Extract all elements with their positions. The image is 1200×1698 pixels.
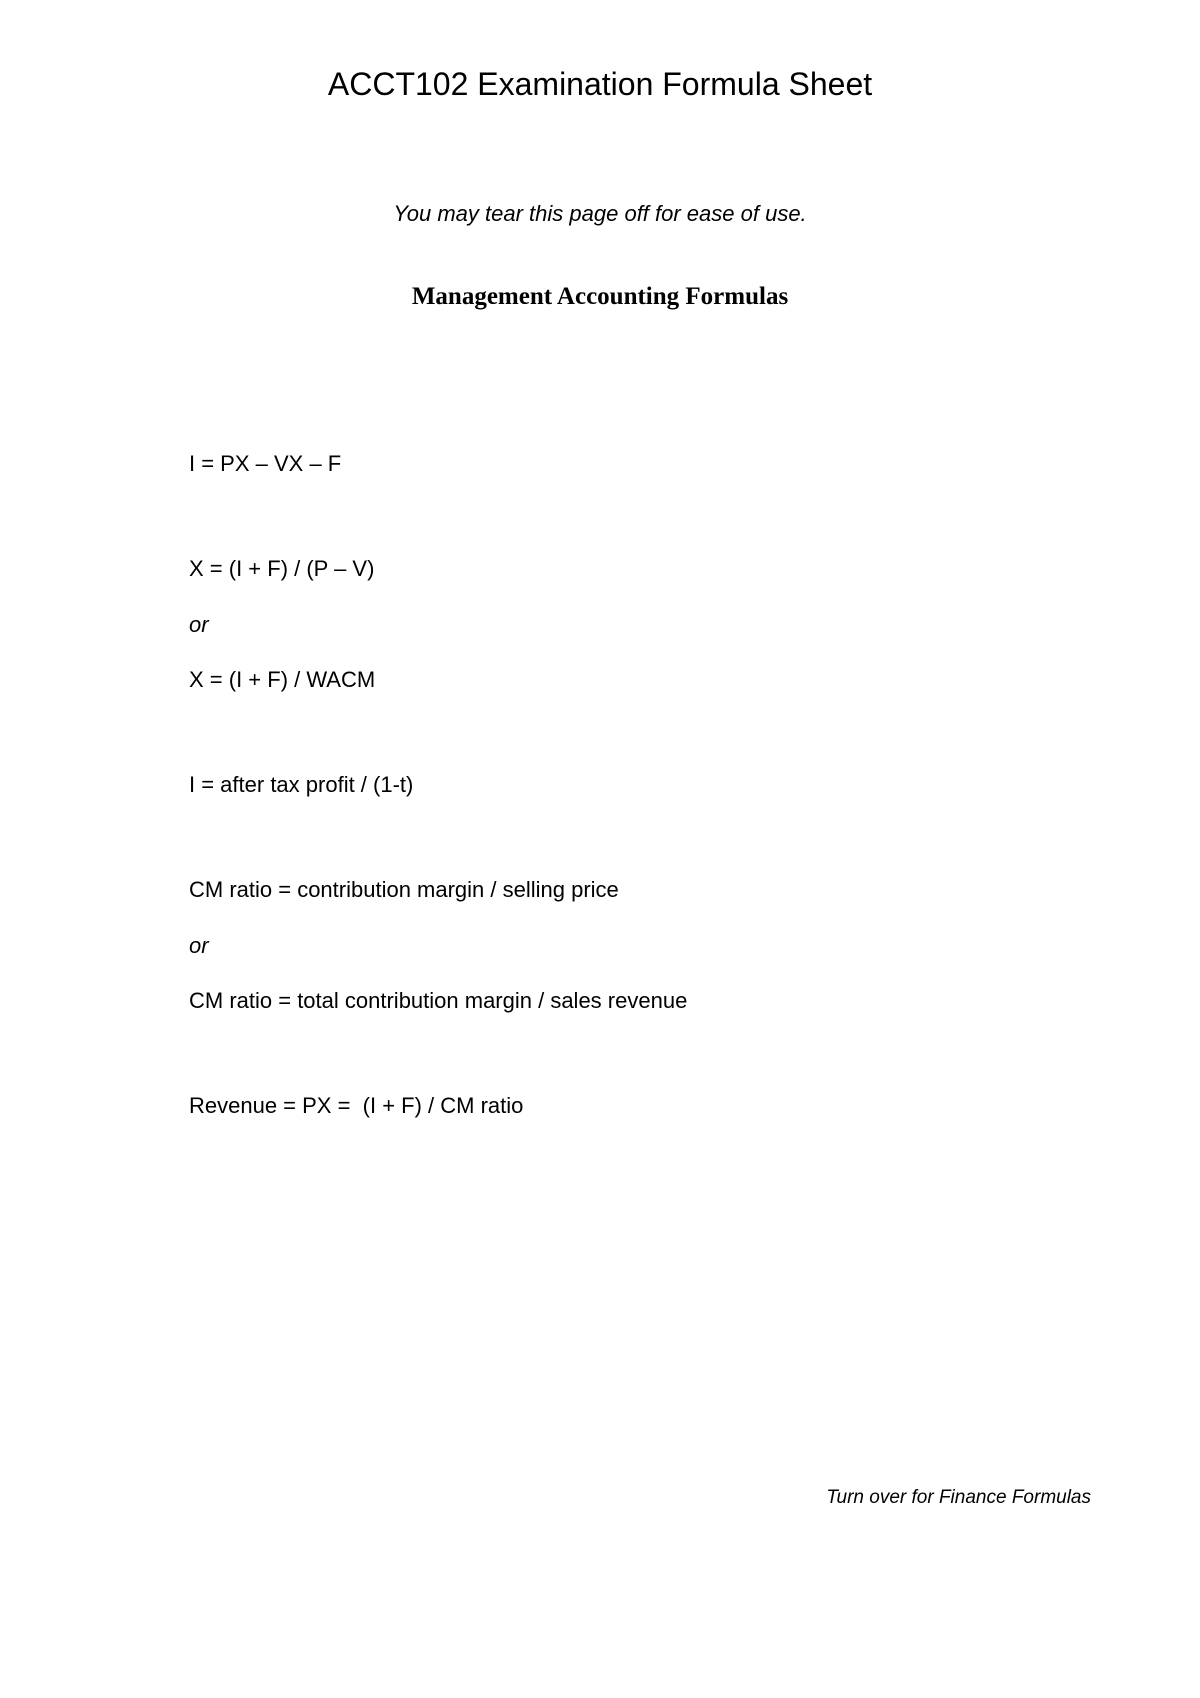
formula-cm-ratio-total: CM ratio = total contribution margin / sales revenue: [189, 988, 688, 1013]
formula-connector-or: or: [189, 612, 209, 637]
formula-breakeven-units: X = (I + F) / (P – V): [189, 556, 375, 581]
tear-off-instruction: You may tear this page off for ease of use.: [393, 201, 807, 226]
formula-profit: I = PX – VX – F: [189, 451, 342, 476]
section-heading: Management Accounting Formulas: [411, 283, 789, 310]
formula-revenue: Revenue = PX = (I + F) / CM ratio: [189, 1093, 524, 1118]
footer-note: Turn over for Finance Formulas: [826, 1487, 1091, 1508]
formula-connector-or: or: [189, 933, 209, 958]
formula-breakeven-wacm: X = (I + F) / WACM: [189, 667, 376, 692]
formula-pretax-profit: I = after tax profit / (1-t): [189, 772, 414, 797]
formula-cm-ratio-unit: CM ratio = contribution margin / selling price: [189, 877, 619, 902]
page-title: ACCT102 Examination Formula Sheet: [327, 66, 873, 102]
